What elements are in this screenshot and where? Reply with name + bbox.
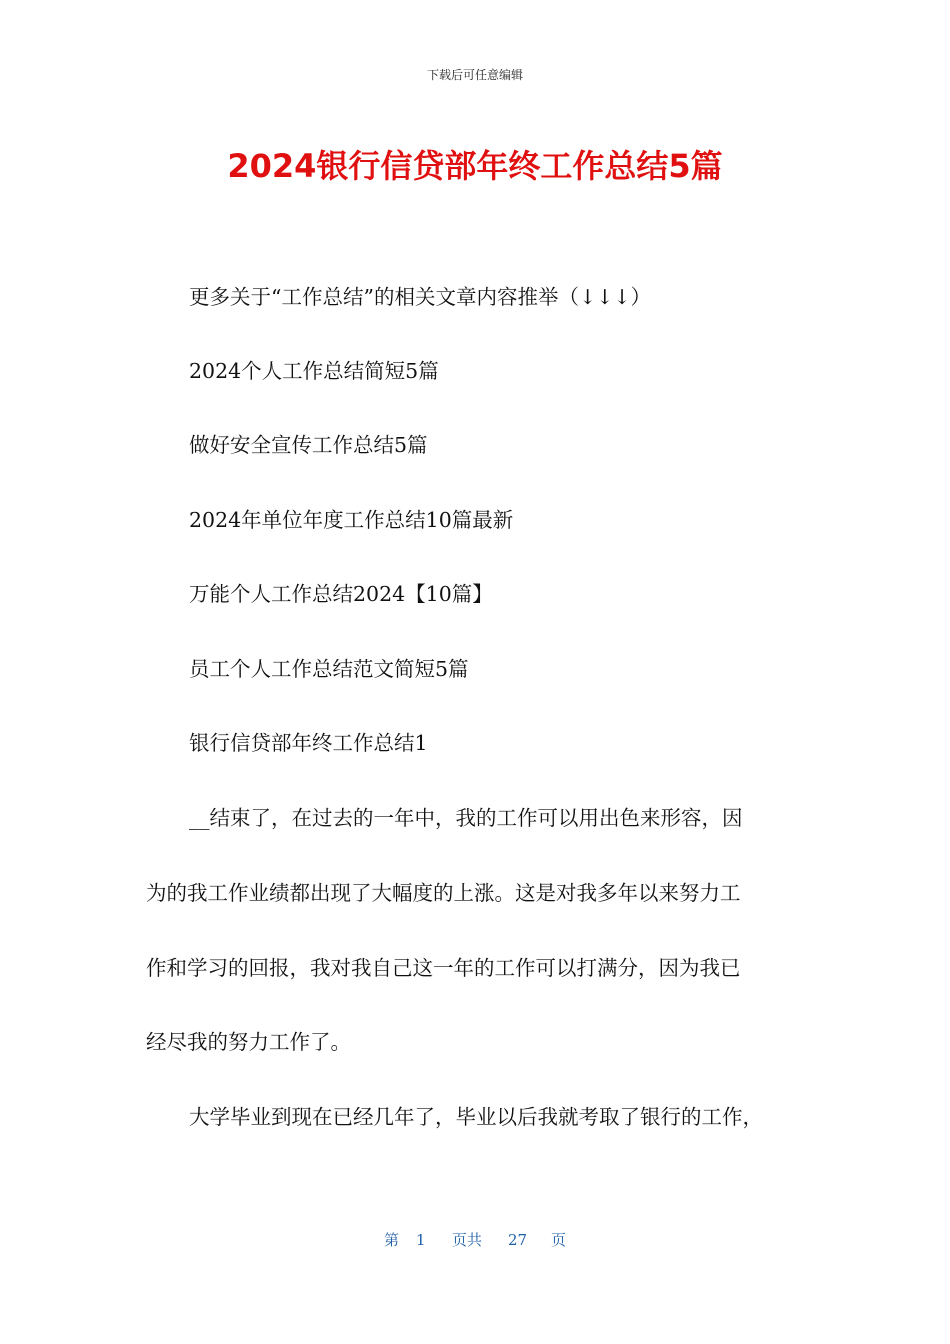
paragraph-1-line-1: __结束了，在过去的一年中，我的工作可以用出色来形容，因 — [189, 806, 743, 830]
footer-di: 第 — [384, 1231, 400, 1249]
footer-total-pages: 27 — [508, 1231, 528, 1249]
recommend-link-4[interactable]: 万能个人工作总结2024【10篇】 — [189, 582, 493, 606]
paragraph-1-line-4: 经尽我的努力工作了。 — [146, 1030, 351, 1054]
page-header-note: 下载后可任意编辑 — [426, 68, 523, 82]
paragraph-1-line-3: 作和学习的回报，我对我自己这一年的工作可以打满分，因为我已 — [146, 956, 741, 980]
recommend-link-3[interactable]: 2024年单位年度工作总结10篇最新 — [189, 508, 514, 532]
footer-ye: 页 — [551, 1231, 567, 1249]
footer-ye-gong: 页共 — [452, 1231, 483, 1249]
document-title: 2024银行信贷部年终工作总结5篇 — [227, 147, 723, 185]
recommend-link-1[interactable]: 2024个人工作总结简短5篇 — [189, 359, 439, 383]
paragraph-1-line-2: 为的我工作业绩都出现了大幅度的上涨。这是对我多年以来努力工 — [146, 881, 741, 905]
recommend-link-5[interactable]: 员工个人工作总结范文简短5篇 — [189, 657, 469, 681]
paragraph-2-line-1: 大学毕业到现在已经几年了，毕业以后我就考取了银行的工作， — [189, 1105, 763, 1129]
footer-page-number: 1 — [416, 1231, 426, 1249]
section-heading: 银行信贷部年终工作总结1 — [189, 731, 428, 755]
recommend-link-2[interactable]: 做好安全宣传工作总结5篇 — [189, 433, 428, 457]
page-footer — [0, 1229, 950, 1251]
recommend-intro: 更多关于“工作总结”的相关文章内容推举（↓↓↓） — [189, 285, 651, 309]
